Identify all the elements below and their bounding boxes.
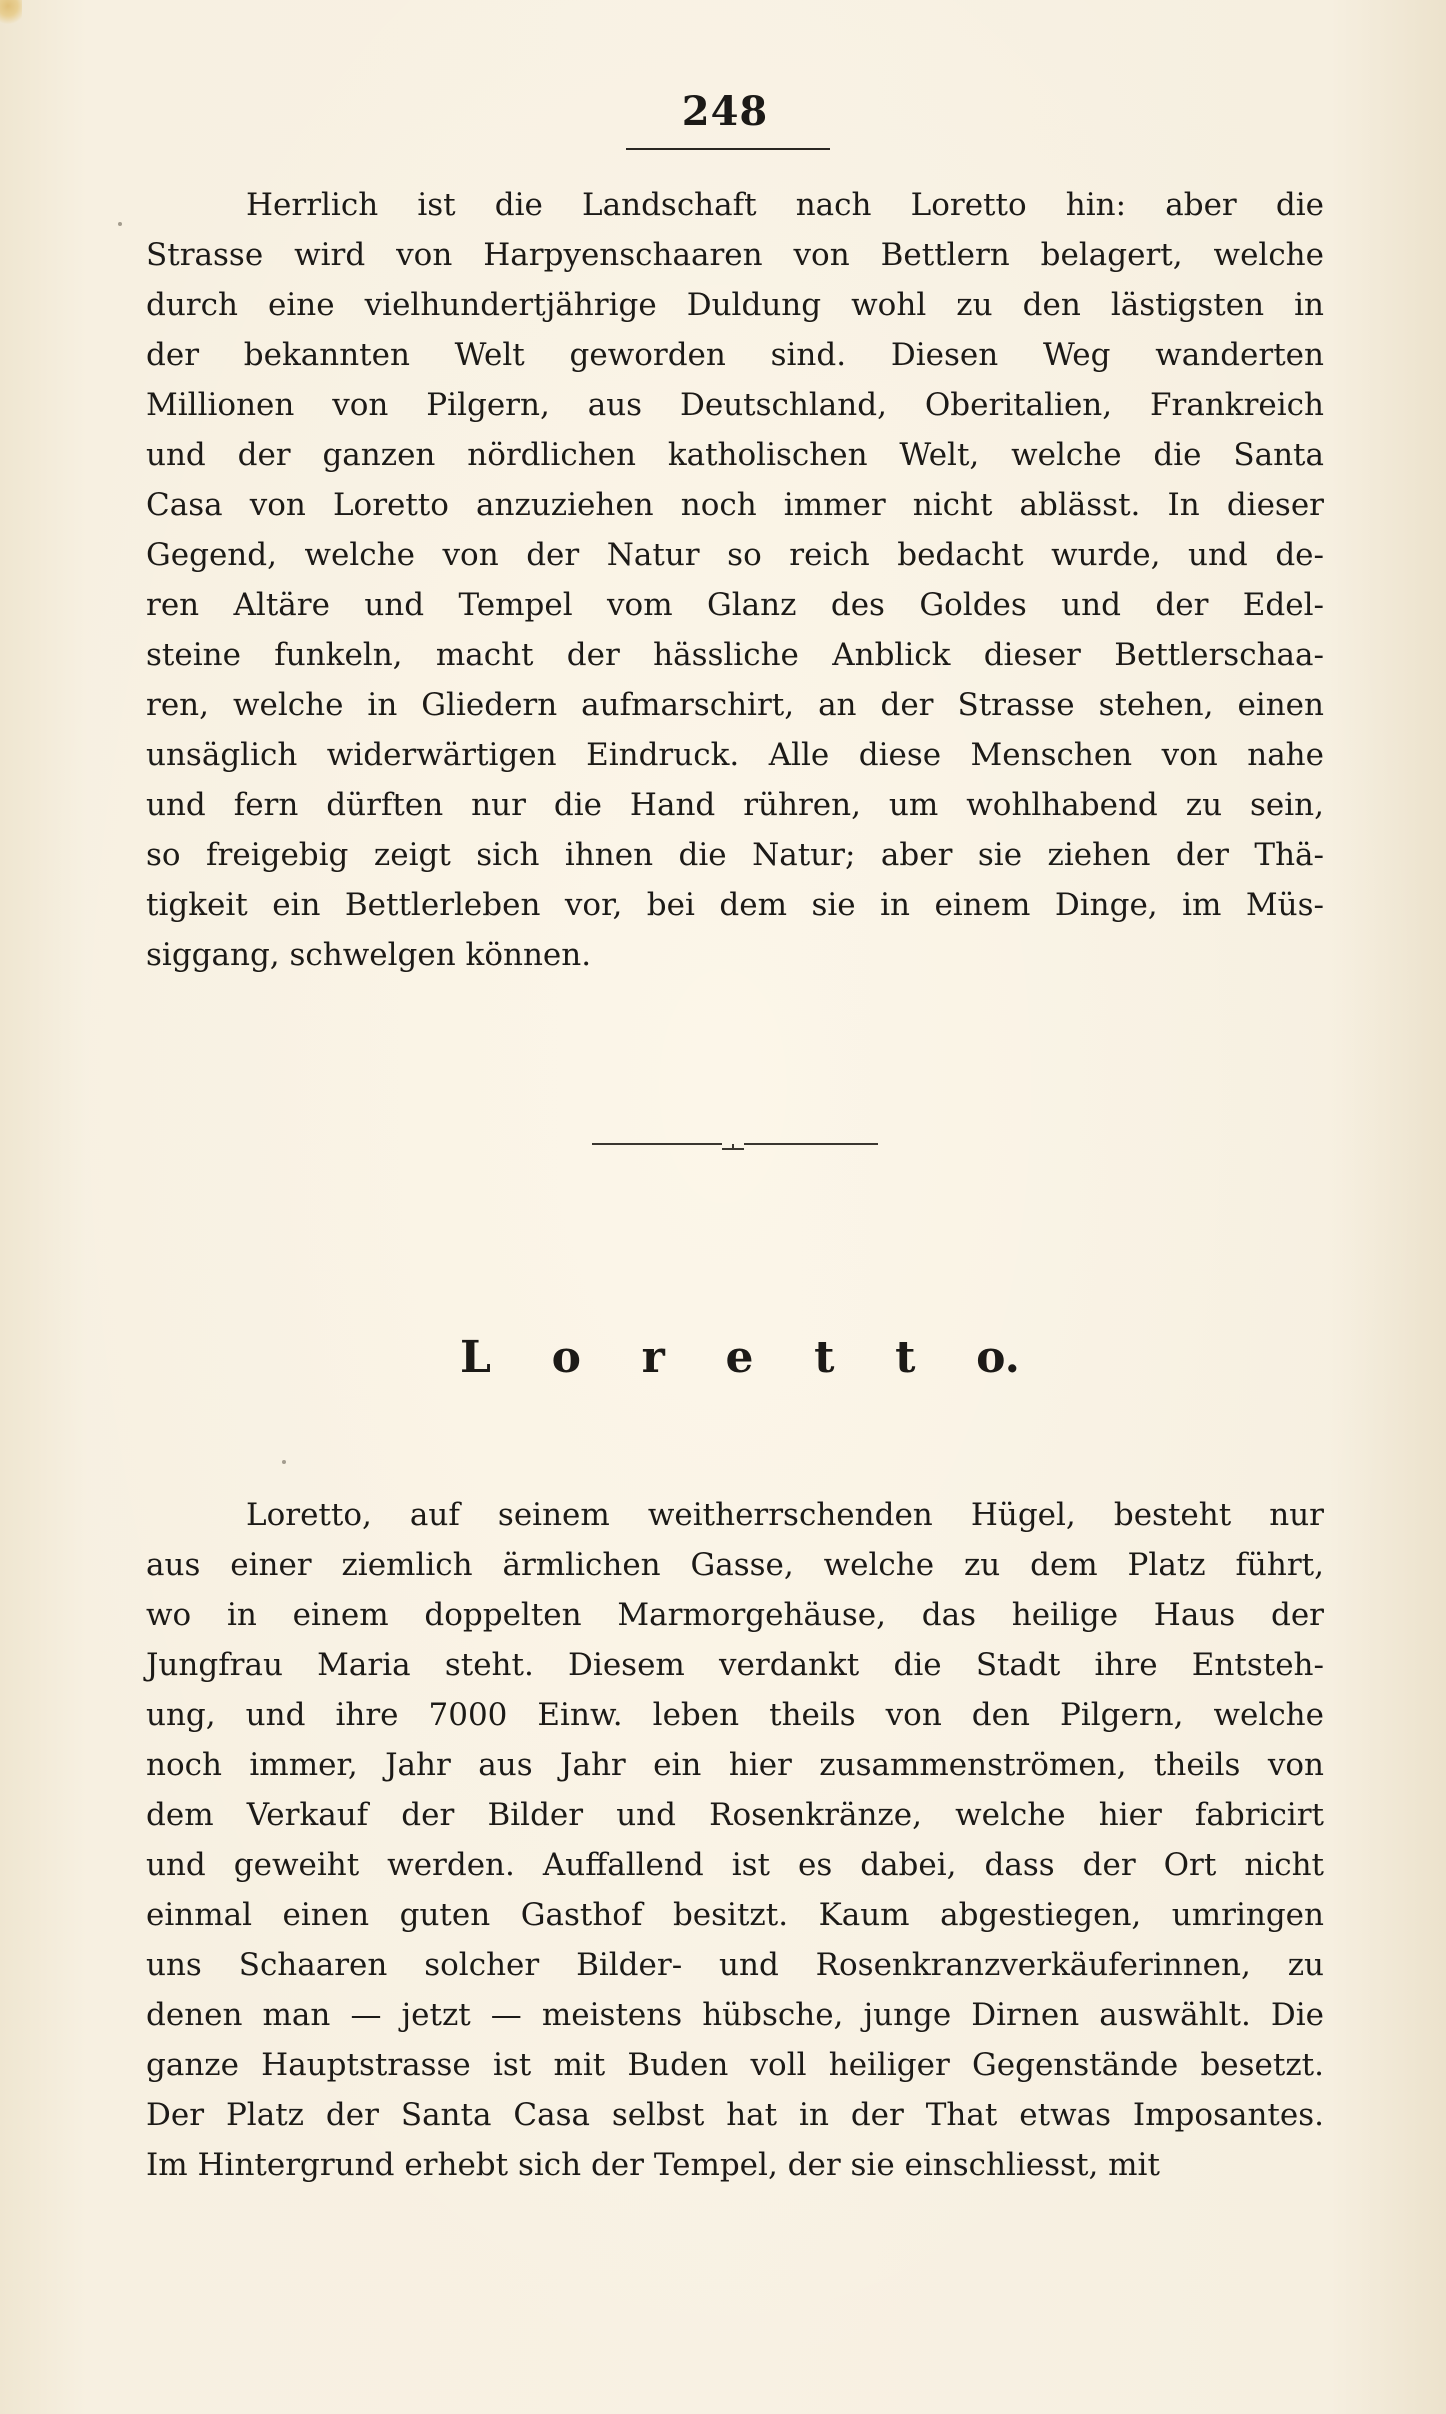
print-speck (282, 1460, 286, 1464)
paragraph-2-line: und geweiht werden. Auffallend ist es dabei, dass der Ort nicht (146, 1847, 1324, 1883)
section-title-letter: o (551, 1332, 581, 1383)
paragraph-2-line: ung, und ihre 7000 Einw. leben theils von den Pilgern, welche (146, 1697, 1324, 1733)
print-speck (118, 222, 122, 226)
paragraph-2-line: denen man — jetzt — meistens hübsche, junge Dirnen auswählt. Die (146, 1997, 1324, 2033)
section-title-letter: r (641, 1332, 665, 1383)
paragraph-2-line: aus einer ziemlich ärmlichen Gasse, welche zu dem Platz führt, (146, 1547, 1324, 1583)
paragraph-1-line: durch eine vielhundertjährige Duldung wohl zu den lästigsten in (146, 287, 1324, 323)
paragraph-1-line: Millionen von Pilgern, aus Deutschland, Oberitalien, Frankreich (146, 387, 1324, 423)
paragraph-1-line: und der ganzen nördlichen katholischen Welt, welche die Santa (146, 437, 1324, 473)
paragraph-1-line: Strasse wird von Harpyenschaaren von Bettlern belagert, welche (146, 237, 1324, 273)
section-divider-ornament (592, 1140, 878, 1150)
section-title-letter: t (895, 1332, 916, 1383)
paragraph-1-line: ren Altäre und Tempel vom Glanz des Goldes und der Edel- (146, 587, 1324, 623)
section-title-letter: e (725, 1332, 754, 1383)
paragraph-1 (146, 180, 1324, 980)
paragraph-2-line: ganze Hauptstrasse ist mit Buden voll heiliger Gegenstände besetzt. (146, 2047, 1324, 2083)
section-title (460, 1332, 1020, 1383)
paragraph-2-line: noch immer, Jahr aus Jahr ein hier zusammenströmen, theils von (146, 1747, 1324, 1783)
page-number-rule (626, 148, 830, 150)
paragraph-2-line: Im Hintergrund erhebt sich der Tempel, der sie einschliesst, mit (146, 2147, 1160, 2183)
section-title-letter: L (460, 1332, 491, 1383)
paragraph-1-line: der bekannten Welt geworden sind. Diesen Weg wanderten (146, 337, 1324, 373)
paragraph-2 (146, 1490, 1324, 2190)
section-title-letter: o. (976, 1332, 1020, 1383)
paragraph-2-line: Loretto, auf seinem weitherrschenden Hügel, besteht nur (246, 1497, 1324, 1533)
paragraph-1-line: siggang, schwelgen können. (146, 937, 592, 973)
paragraph-1-line: steine funkeln, macht der hässliche Anblick dieser Bettlerschaa- (146, 637, 1324, 673)
paragraph-1-line: Gegend, welche von der Natur so reich bedacht wurde, und de- (146, 537, 1324, 573)
paragraph-2-line: einmal einen guten Gasthof besitzt. Kaum abgestiegen, umringen (146, 1897, 1324, 1933)
paragraph-1-line: ren, welche in Gliedern aufmarschirt, an der Strasse stehen, einen (146, 687, 1324, 723)
corner-stain (0, 0, 22, 26)
paragraph-2-line: Jungfrau Maria steht. Diesem verdankt die Stadt ihre Entsteh- (146, 1647, 1324, 1683)
paragraph-2-line: uns Schaaren solcher Bilder- und Rosenkranzverkäuferinnen, zu (146, 1947, 1324, 1983)
paragraph-1-line: so freigebig zeigt sich ihnen die Natur; aber sie ziehen der Thä- (146, 837, 1324, 873)
paragraph-1-line: tigkeit ein Bettlerleben vor, bei dem sie in einem Dinge, im Müs- (146, 887, 1324, 923)
paragraph-2-line: wo in einem doppelten Marmorgehäuse, das heilige Haus der (146, 1597, 1324, 1633)
paragraph-1-line: und fern dürften nur die Hand rühren, um wohlhabend zu sein, (146, 787, 1324, 823)
section-title-letter: t (814, 1332, 835, 1383)
page-number: 248 (681, 88, 769, 135)
paragraph-1-line: Casa von Loretto anzuziehen noch immer nicht ablässt. In dieser (146, 487, 1324, 523)
paragraph-2-line: Der Platz der Santa Casa selbst hat in der That etwas Imposantes. (146, 2097, 1324, 2133)
paragraph-2-line: dem Verkauf der Bilder und Rosenkränze, welche hier fabricirt (146, 1797, 1324, 1833)
paragraph-1-line: Herrlich ist die Landschaft nach Loretto hin: aber die (246, 187, 1324, 223)
paragraph-1-line: unsäglich widerwärtigen Eindruck. Alle diese Menschen von nahe (146, 737, 1324, 773)
